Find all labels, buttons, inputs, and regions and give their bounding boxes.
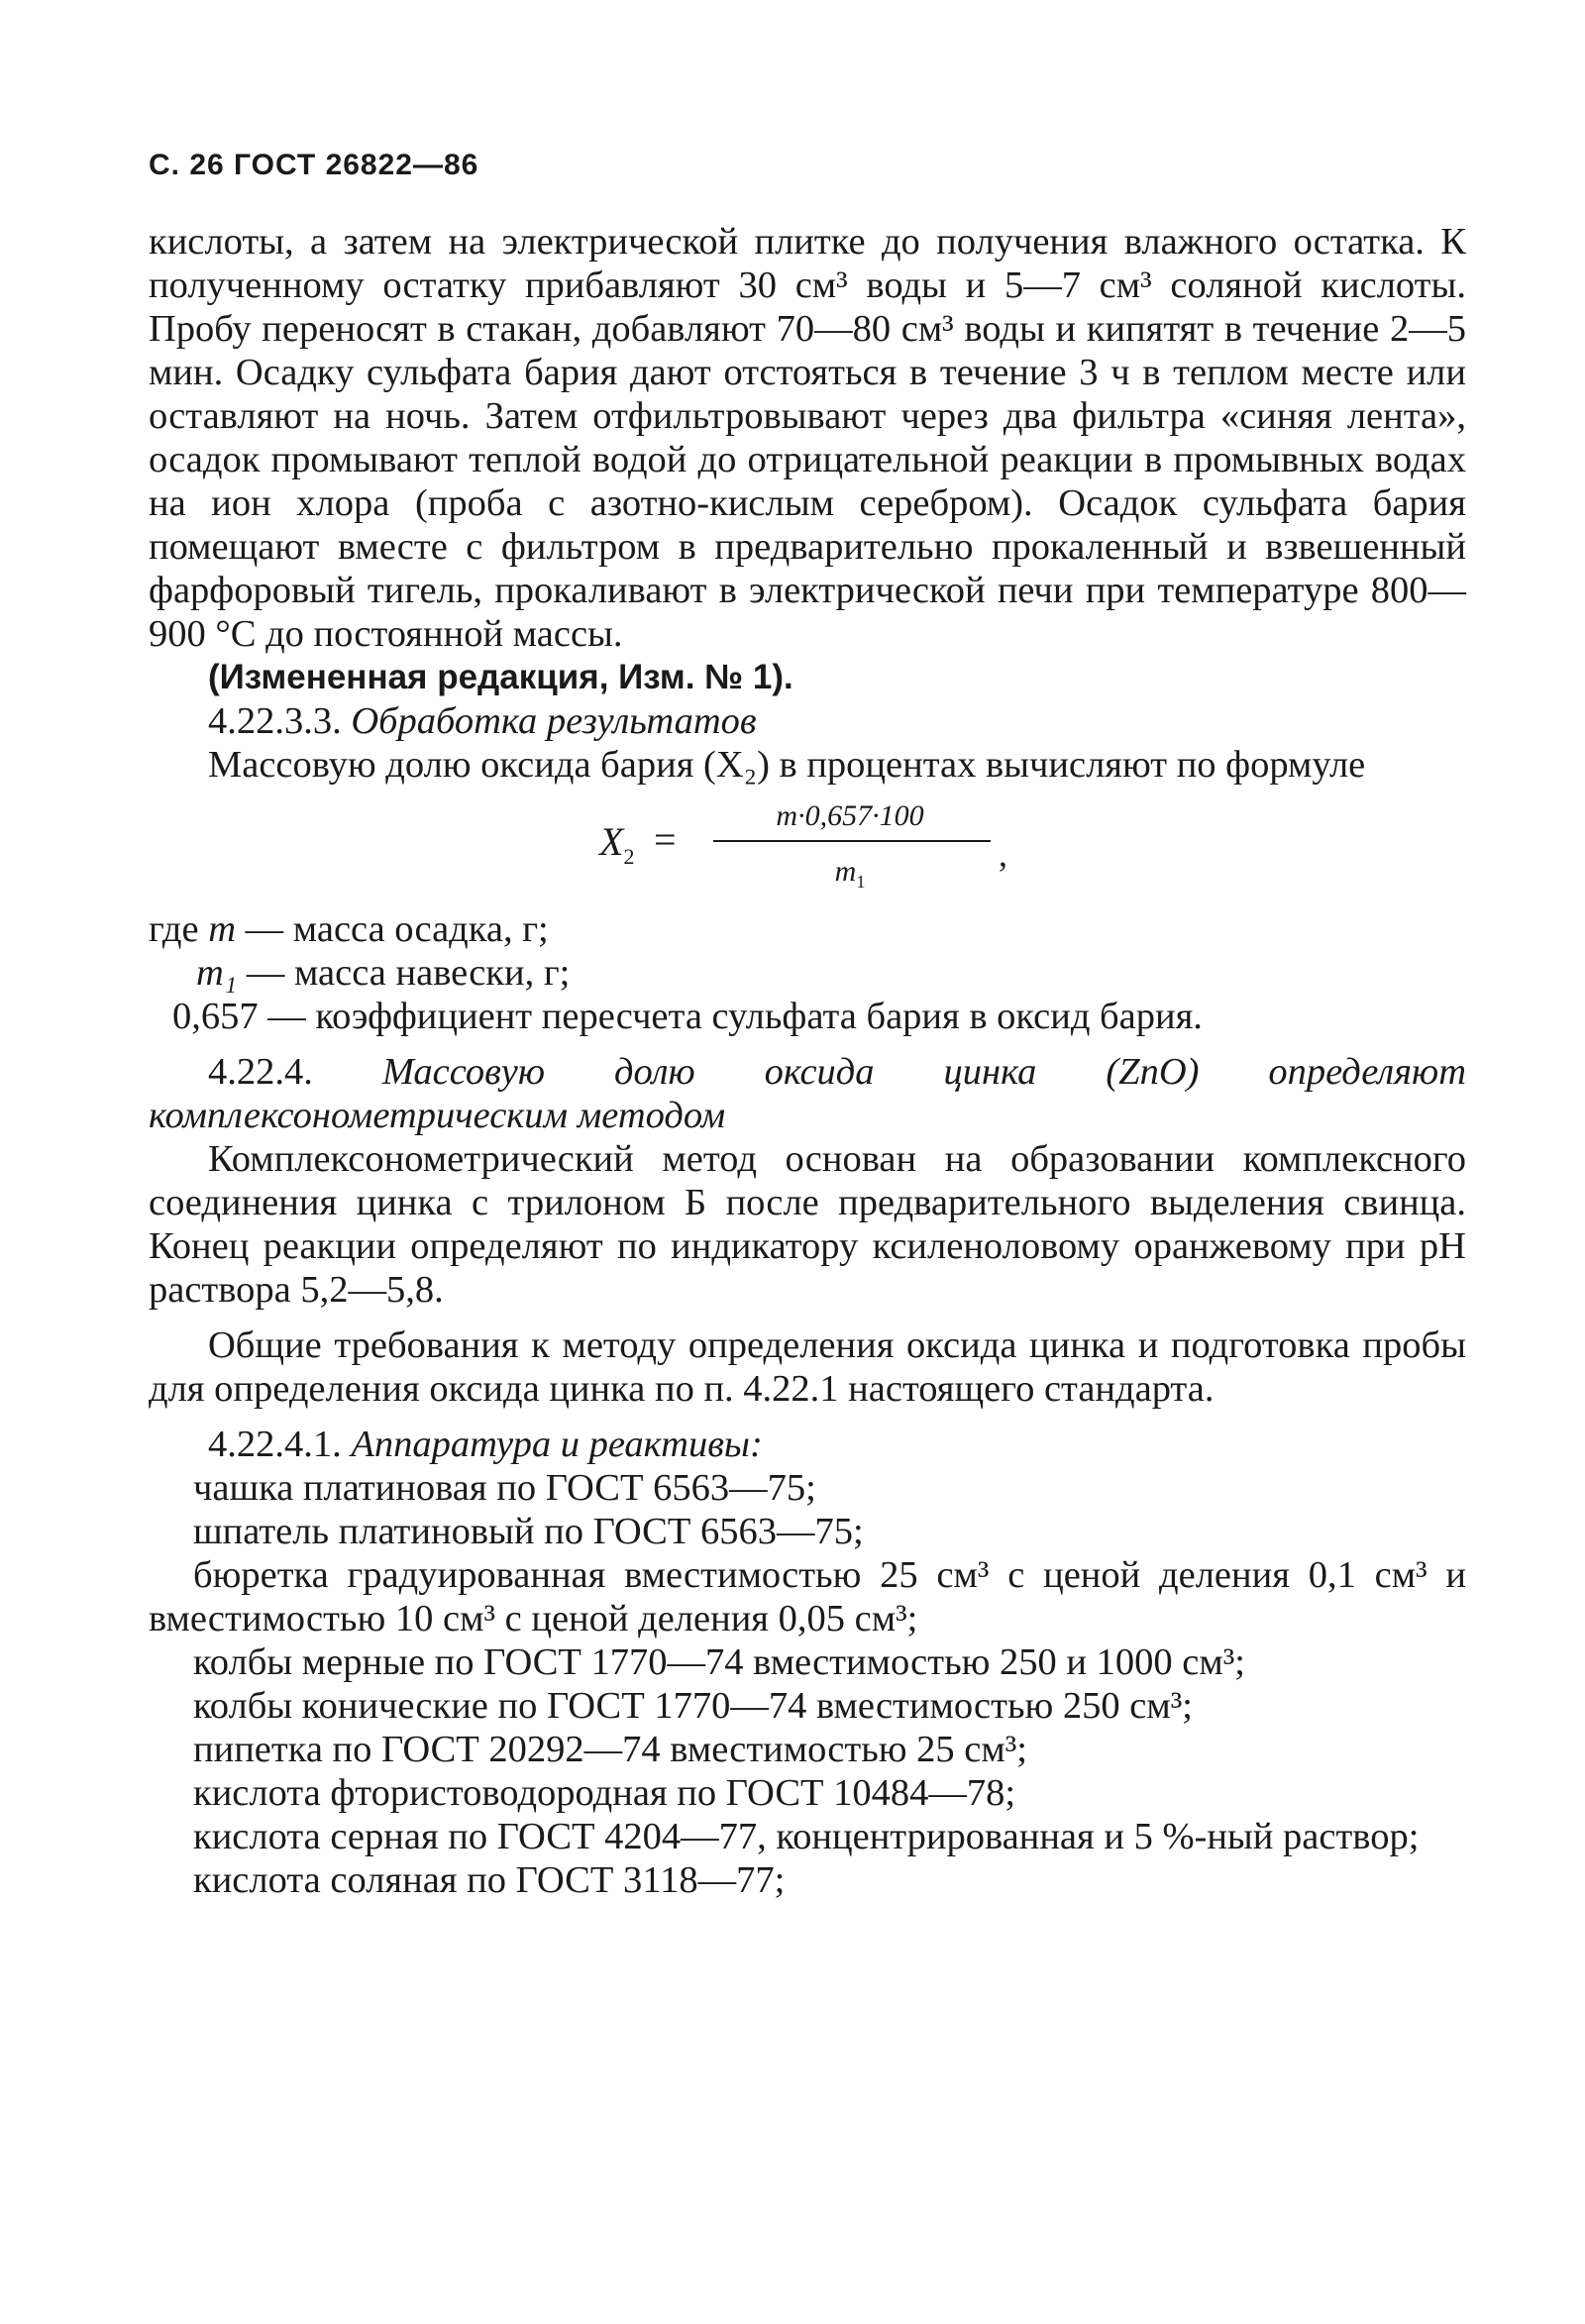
formula-equals: = [654, 817, 677, 862]
list-item: шпатель платиновый по ГОСТ 6563—75; [193, 1511, 864, 1552]
formula-lhs: $X_2$ [599, 819, 635, 869]
where-text: — масса навески, г; [246, 952, 571, 994]
where-symbol: 0,657 [172, 996, 259, 1037]
formula-numerator: m·0,657·100 [776, 799, 924, 832]
section-title: Аппаратура и реактивы: [351, 1424, 763, 1465]
list-item: колбы конические по ГОСТ 1770—74 вместимостью 250 см³; [193, 1685, 1193, 1727]
section-title: Обработка результатов [351, 700, 757, 742]
section-4-22-4-p2: Общие требования к методу определения оксида цинка и подготовка пробы для определения оксида цинка по п. 4.22.1 настоящего стандарта. [149, 1324, 1466, 1410]
section-4-22-4-p1: Комплексонометрический метод основан на образовании комплексного соединения цинка с трилоном Б после предварительного выделения свинца. Конец реакции определяют по индикатору ксиленоловому оранжевому при рН раствора 5,2—5,8. [149, 1138, 1466, 1311]
where-symbol: m [208, 908, 236, 950]
fraction-line [713, 840, 991, 842]
formula-comma: , [999, 834, 1007, 874]
page-header: С. 26 ГОСТ 26822—86 [149, 149, 479, 181]
document-page [149, 149, 1466, 1902]
document-body [149, 220, 1466, 1902]
where-symbol: m₁ [196, 952, 238, 994]
section-4-22-4-heading [149, 1050, 1466, 1137]
section-4-22-3-3-heading [149, 699, 1466, 743]
list-item: бюретка градуированная вместимостью 25 см³ с ценой деления 0,1 см³ и вместимостью 10 см³ с ценой деления 0,05 см³; [149, 1554, 1466, 1639]
where-item [149, 995, 1466, 1038]
section-number: 4.22.4.1. [208, 1424, 342, 1465]
formula-denominator: $m_1$ [834, 855, 866, 892]
amendment-note: (Измененная редакция, Изм. № 1). [208, 658, 793, 696]
where-lead: где [149, 908, 199, 950]
section-number: 4.22.4. [208, 1051, 313, 1093]
section-4-22-3-3-intro: Массовую долю оксида бария (X₂) в процентах вычисляют по формуле [208, 744, 1366, 786]
section-4-22-4-1-heading [149, 1423, 1466, 1466]
list-item: кислота серная по ГОСТ 4204—77, концентрированная и 5 %-ный раствор; [193, 1816, 1420, 1857]
list-item: пипетка по ГОСТ 20292—74 вместимостью 25 см³; [193, 1729, 1027, 1770]
list-item: чашка платиновая по ГОСТ 6563—75; [193, 1467, 816, 1509]
where-block [149, 907, 1466, 1038]
where-text: — масса осадка, г; [245, 908, 549, 950]
paragraph-continuation: кислоты, а затем на электрической плитке до получения влажного остатка. К полученному остатку прибавляют 30 см³ воды и 5—7 см³ соляной кислоты. Пробу переносят в стакан, добавляют 70—80 см³ воды и кипятят в течение 2—5 мин. Осадку сульфата бария дают отстояться в течение 3 ч в теплом месте или оставляют на ночь. Затем отфильтровывают через два фильтра «синяя лента», осадок промывают теплой водой до отрицательной реакции в промывных водах на ион хлора (проба с азотно-кислым серебром). Осадок сульфата бария помещают вместе с фильтром в предварительно прокаленный и взвешенный фарфоровый тигель, прокаливают в электрической печи при температуре 800—900 °С до постоянной массы. [149, 221, 1466, 655]
list-item: кислота соляная по ГОСТ 3118—77; [193, 1859, 786, 1901]
section-number: 4.22.3.3. [208, 700, 342, 742]
where-text: — коэффициент пересчета сульфата бария в оксид бария. [267, 996, 1203, 1037]
list-item: кислота фтористоводородная по ГОСТ 10484—78; [193, 1772, 1016, 1814]
list-item: колбы мерные по ГОСТ 1770—74 вместимостью 250 и 1000 см³; [193, 1641, 1245, 1683]
where-item [149, 907, 1466, 951]
apparatus-list [149, 1466, 1466, 1902]
where-item [149, 951, 1466, 995]
section-title: Массовую долю оксида цинка (ZnO) определяют комплексонометрическим методом [149, 1051, 1467, 1136]
formula-x2 [149, 791, 1466, 907]
